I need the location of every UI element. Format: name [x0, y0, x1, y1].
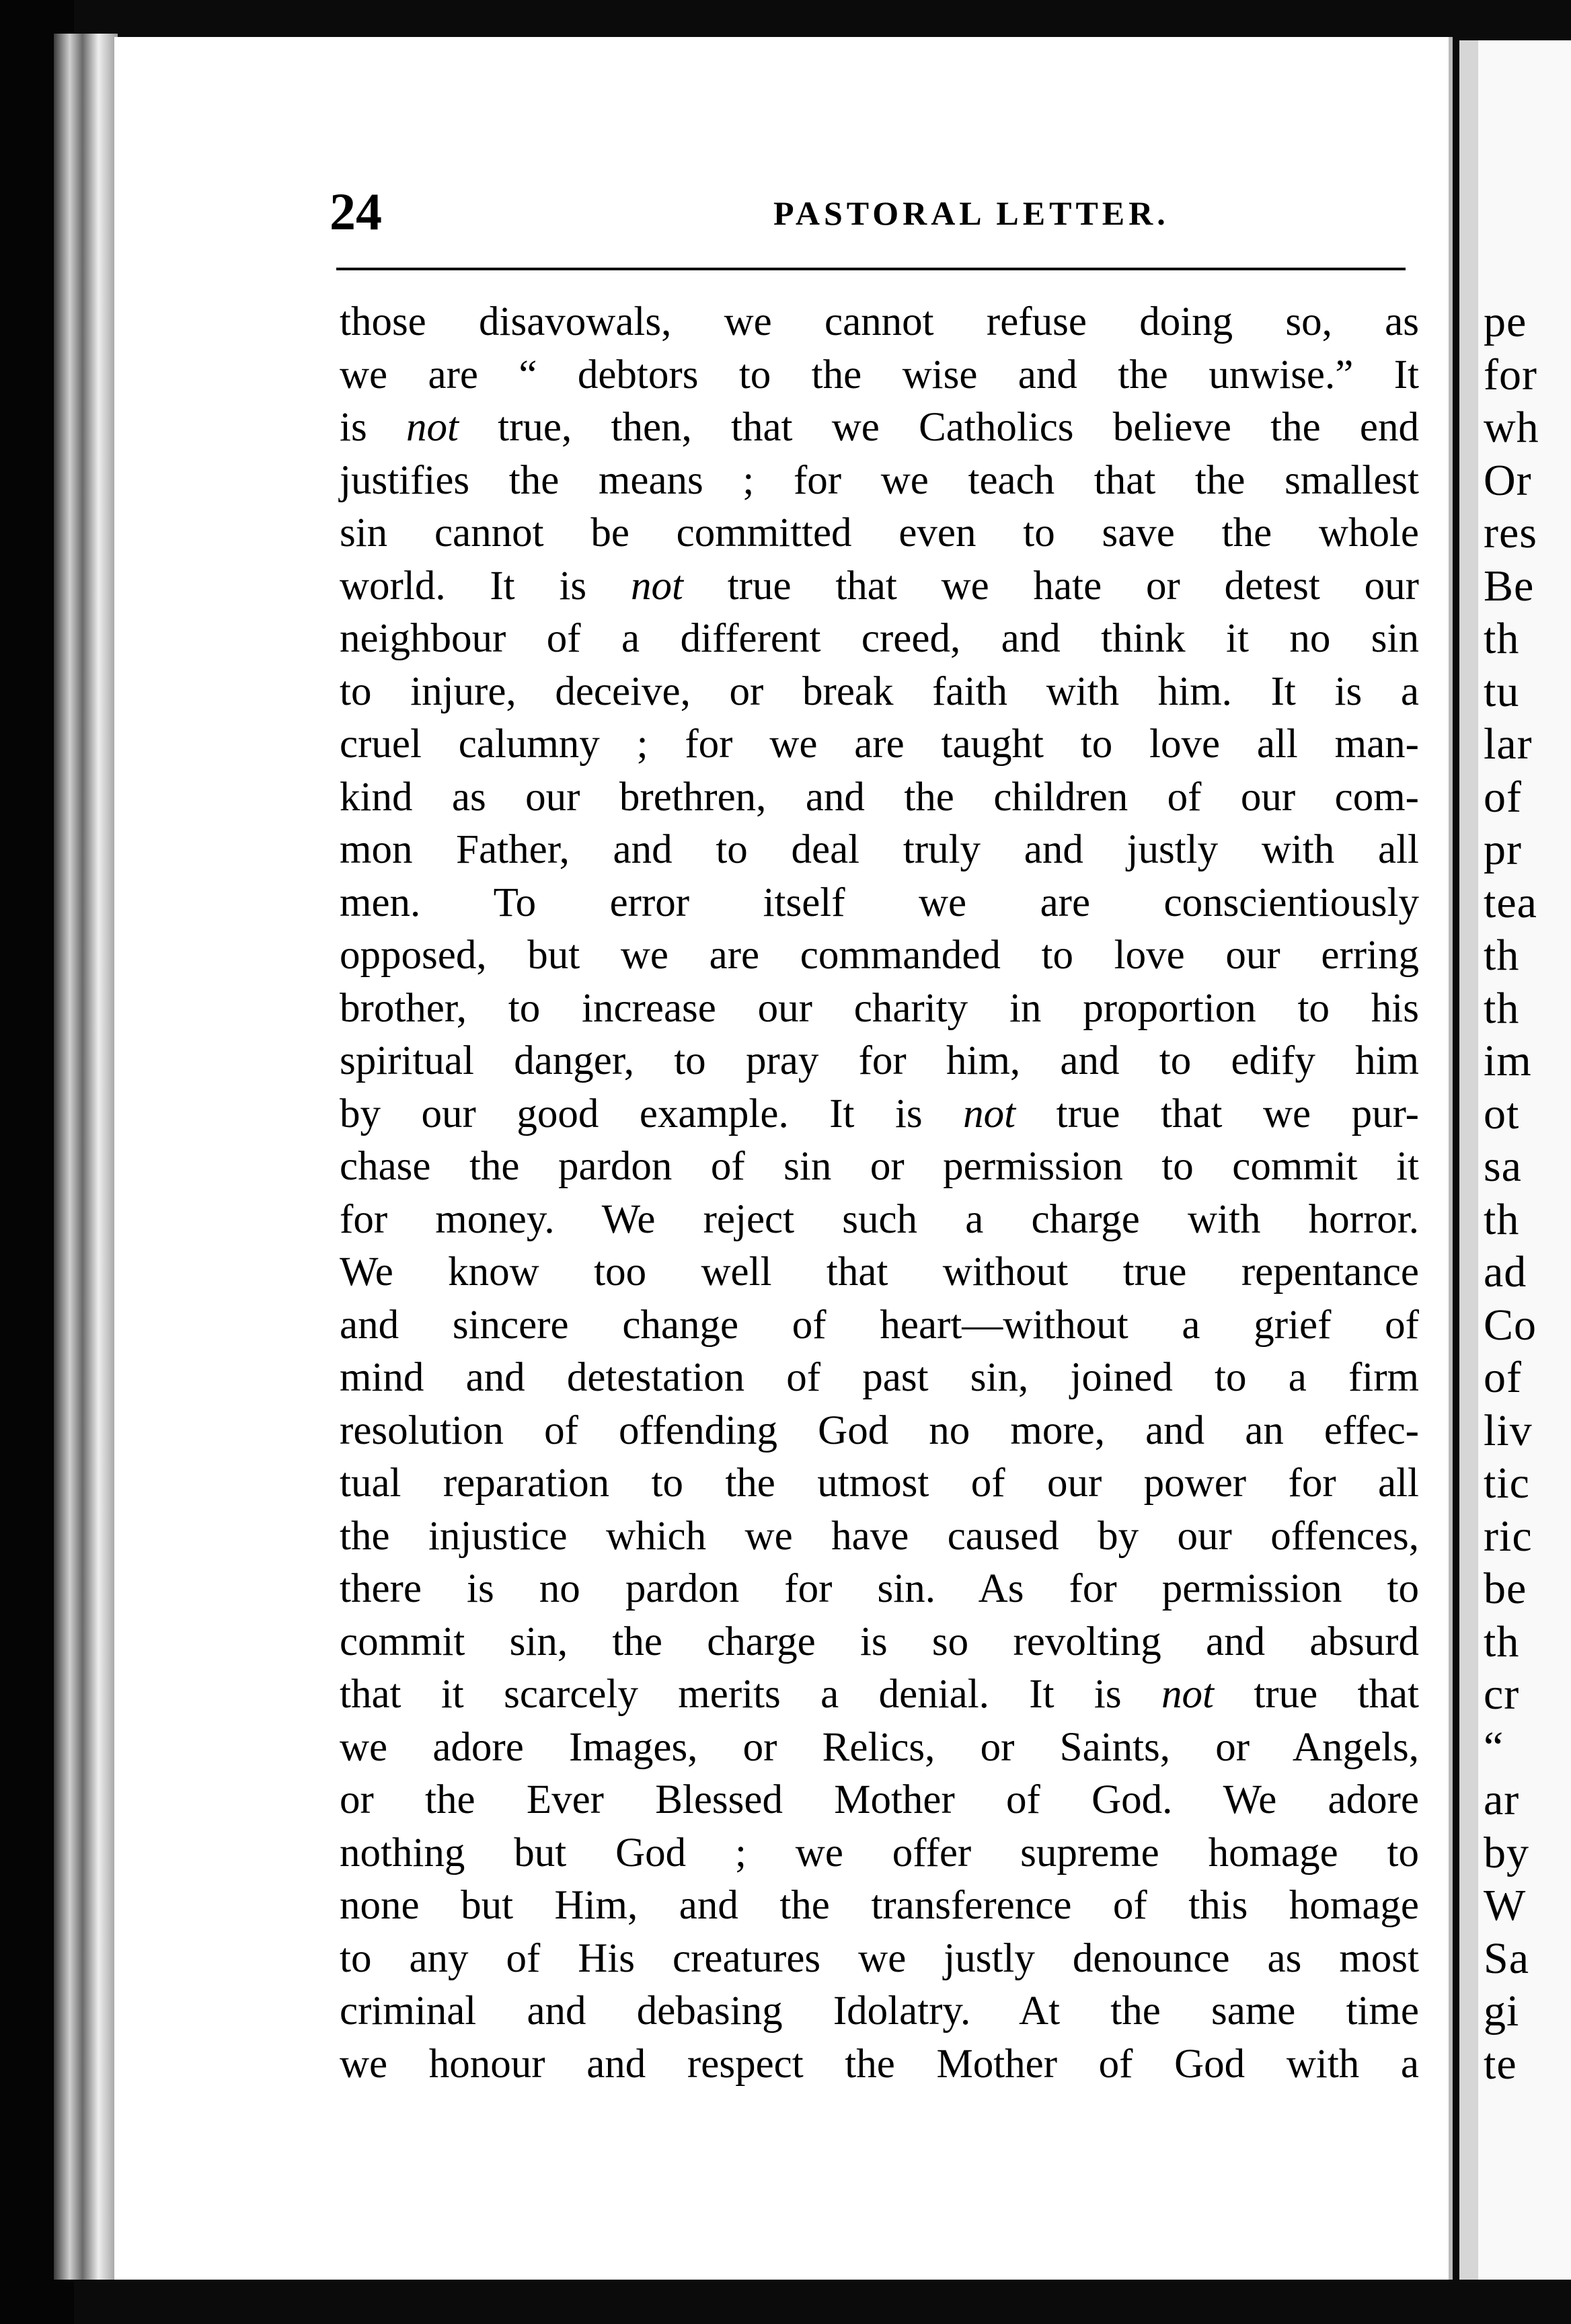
facing-page-fragment: for: [1484, 350, 1537, 399]
page-header: [222, 182, 1473, 242]
text-line: criminal and debasing Idolatry. At the same time: [340, 1988, 1419, 2034]
facing-page-fragment: of: [1484, 1353, 1522, 1402]
facing-page-fragment: W: [1484, 1881, 1527, 1930]
facing-page-fragment: be: [1484, 1564, 1527, 1613]
header-rule: [336, 268, 1406, 270]
italic-emphasis: not: [406, 405, 459, 450]
text-line: tual reparation to the utmost of our power for all: [340, 1461, 1419, 1506]
facing-page-edge: [1459, 40, 1571, 2280]
facing-page-fragment: lar: [1484, 720, 1533, 769]
facing-page-fragment: im: [1484, 1036, 1532, 1085]
facing-page-fragment: pr: [1484, 825, 1522, 874]
text-line: to injure, deceive, or break faith with him. It is a: [340, 668, 1419, 714]
facing-page-fragment: Co: [1484, 1300, 1537, 1350]
text-line: none but Him, and the transference of this homage: [340, 1883, 1419, 1928]
facing-page-fragment: te: [1484, 2039, 1517, 2089]
facing-page-fragment: tu: [1484, 666, 1520, 716]
facing-page-fragment: ad: [1484, 1247, 1527, 1296]
facing-page-fragment: Or: [1484, 455, 1532, 505]
facing-page-fragment: tea: [1484, 878, 1537, 927]
text-line: resolution of offending God no more, and an effec-: [340, 1407, 1419, 1453]
text-line: there is no pardon for sin. As for permission to: [340, 1566, 1419, 1611]
text-line: we are “ debtors to the wise and the unwise.” It: [340, 352, 1419, 397]
facing-page-fragment: th: [1484, 931, 1520, 980]
italic-emphasis: not: [963, 1091, 1016, 1136]
text-line: commit sin, the charge is so revolting and absurd: [340, 1619, 1419, 1664]
text-line: the injustice which we have caused by our offences,: [340, 1513, 1419, 1559]
facing-page-fragment: th: [1484, 614, 1520, 663]
text-line: by our good example. It is not true that we pur-: [340, 1091, 1419, 1136]
facing-page-fragment: Be: [1484, 561, 1535, 611]
facing-page-fragment: “: [1484, 1722, 1504, 1772]
text-line: and sincere change of heart—without a grief of: [340, 1302, 1419, 1348]
text-line: opposed, but we are commanded to love our erring: [340, 933, 1419, 978]
running-head: PASTORAL LETTER.: [773, 194, 1170, 232]
text-line: cruel calumny ; for we are taught to love all man-: [340, 722, 1419, 767]
facing-page-fragment: liv: [1484, 1405, 1533, 1455]
facing-page-fragment: gi: [1484, 1986, 1520, 2036]
text-line: world. It is not true that we hate or detest our: [340, 563, 1419, 609]
text-line: men. To error itself we are conscientiously: [340, 880, 1419, 925]
text-line: for money. We reject such a charge with horror.: [340, 1196, 1419, 1242]
facing-page-fragment: th: [1484, 983, 1520, 1033]
text-line: we honour and respect the Mother of God with a: [340, 2041, 1419, 2087]
facing-page-fragment: Sa: [1484, 1933, 1529, 1983]
text-line: spiritual danger, to pray for him, and to edify him: [340, 1038, 1419, 1083]
italic-emphasis: not: [630, 563, 683, 609]
text-line: nothing but God ; we offer supreme homage to: [340, 1830, 1419, 1875]
text-line: is not true, then, that we Catholics believe the end: [340, 405, 1420, 450]
text-line: neighbour of a different creed, and think it no sin: [340, 616, 1419, 661]
facing-page-fragment: tic: [1484, 1459, 1530, 1508]
book-gutter: [54, 34, 118, 2280]
text-line: sin cannot be committed even to save the whole: [340, 510, 1419, 555]
facing-page-fragment: wh: [1484, 403, 1539, 452]
italic-emphasis: not: [1161, 1672, 1214, 1717]
facing-page-fragment: th: [1484, 1617, 1520, 1666]
facing-page-fragment: ar: [1484, 1775, 1520, 1824]
facing-page-fragment: th: [1484, 1194, 1520, 1244]
page-number: 24: [330, 182, 382, 241]
facing-page-fragment: res: [1484, 508, 1537, 557]
text-line: or the Ever Blessed Mother of God. We adore: [340, 1777, 1419, 1822]
facing-page-fragment: cr: [1484, 1670, 1520, 1719]
facing-page-fragment: of: [1484, 772, 1522, 822]
scan-bottom-margin: [114, 2280, 1571, 2324]
text-line: mon Father, and to deal truly and justly with all: [340, 827, 1419, 872]
text-line: brother, to increase our charity in proportion to his: [340, 985, 1419, 1031]
text-line: that it scarcely merits a denial. It is not true that: [340, 1672, 1419, 1717]
page-body-text: [340, 296, 1419, 2091]
text-line: justifies the means ; for we teach that the smallest: [340, 457, 1419, 503]
text-line: We know too well that without true repentance: [340, 1249, 1419, 1294]
text-line: chase the pardon of sin or permission to commit it: [340, 1144, 1419, 1189]
facing-page-fragment: pe: [1484, 297, 1527, 346]
facing-page-fragment: ric: [1484, 1511, 1533, 1561]
text-line: to any of His creatures we justly denounce as most: [340, 1935, 1419, 1981]
text-line: we adore Images, or Relics, or Saints, or Angels,: [340, 1724, 1419, 1770]
text-line: kind as our brethren, and the children of our com-: [340, 774, 1419, 820]
text-line: those disavowals, we cannot refuse doing so, as: [340, 299, 1419, 344]
facing-page-fragment: ot: [1484, 1089, 1520, 1138]
facing-page-fragment: sa: [1484, 1142, 1522, 1191]
text-line: mind and detestation of past sin, joined to a firm: [340, 1355, 1419, 1400]
facing-page-fragment: by: [1484, 1828, 1529, 1877]
